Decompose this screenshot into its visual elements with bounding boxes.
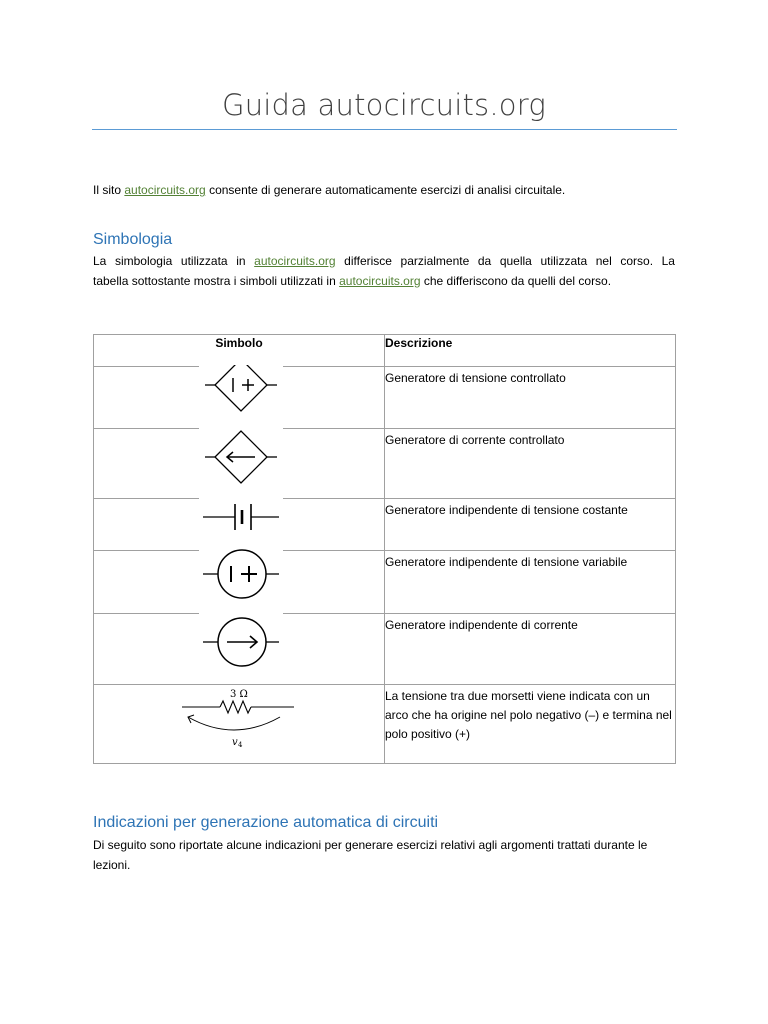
table-row	[94, 685, 676, 764]
current-source-icon	[199, 612, 283, 683]
simbologia-line-1	[93, 251, 675, 271]
variable-voltage-source-icon	[199, 549, 283, 612]
symbol-cell	[94, 551, 385, 614]
simbologia-text: tabella sottostante mostra i simboli utilizzati in	[93, 274, 336, 288]
symbol-cell	[94, 685, 385, 764]
resistor-label: 3 Ω	[230, 689, 248, 700]
table-row	[94, 429, 676, 499]
controlled-voltage-source-icon	[199, 365, 283, 427]
table-row	[94, 499, 676, 551]
resistor-voltage-arc-icon	[176, 685, 298, 759]
simbologia-text: La simbologia utilizzata in	[93, 254, 246, 268]
page-title: Guida autocircuits.org	[222, 88, 546, 122]
voltage-subscript: 4	[238, 741, 243, 749]
autocircuits-link[interactable]: autocircuits.org	[124, 183, 206, 197]
intro-prefix: Il sito	[93, 183, 122, 197]
description-cell: Generatore di corrente controllato	[385, 429, 676, 499]
simbologia-text: differisce parzialmente da quella utilizzata nel corso. La	[344, 254, 675, 268]
table-row	[94, 367, 676, 429]
header-symbol: Simbolo	[94, 335, 385, 367]
table-row	[94, 551, 676, 614]
simbologia-heading: Simbologia	[93, 231, 173, 248]
header-description: Descrizione	[385, 335, 676, 367]
description-cell: La tensione tra due morsetti viene indicata con un arco che ha origine nel polo negativo (–) e termina nel polo positivo (+)	[385, 685, 676, 764]
description-cell: Generatore indipendente di corrente	[385, 614, 676, 685]
simbologia-text: che differiscono da quelli del corso.	[423, 274, 612, 288]
title-underline	[92, 129, 677, 130]
description-cell: Generatore indipendente di tensione variabile	[385, 551, 676, 614]
indicazioni-heading: Indicazioni per generazione automatica di circuiti	[93, 814, 439, 831]
voltage-label: v	[232, 737, 238, 748]
controlled-current-source-icon	[199, 427, 283, 497]
intro-suffix: consente di generare automaticamente esercizi di analisi circuitale.	[209, 183, 566, 197]
symbol-cell	[94, 429, 385, 499]
indicazioni-paragraph: Di seguito sono riportate alcune indicazioni per generare esercizi relativi agli argomenti trattati durante le lezioni.	[93, 838, 648, 872]
symbols-table	[93, 334, 676, 764]
description-cell: Generatore indipendente di tensione costante	[385, 499, 676, 551]
symbol-cell	[94, 367, 385, 429]
autocircuits-link[interactable]: autocircuits.org	[339, 274, 421, 288]
intro-paragraph	[93, 180, 675, 200]
simbologia-line-2	[93, 271, 675, 291]
symbol-cell	[94, 614, 385, 685]
table-header-row	[94, 335, 676, 367]
autocircuits-link[interactable]: autocircuits.org	[254, 254, 336, 268]
description-cell: Generatore di tensione controllato	[385, 367, 676, 429]
table-row	[94, 614, 676, 685]
battery-icon	[199, 497, 283, 549]
symbol-cell	[94, 499, 385, 551]
